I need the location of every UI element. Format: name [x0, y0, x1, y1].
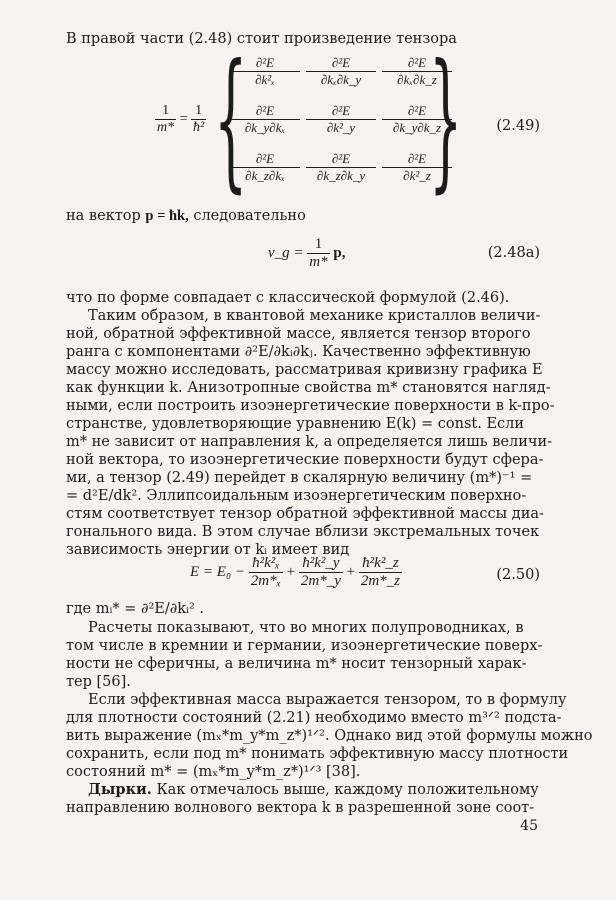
matrix-cell-3-3 [382, 151, 452, 184]
text-line-28 [88, 781, 539, 799]
text-line-20: том числе в кремнии и германии, изоэнергетические поверх- [66, 638, 543, 654]
text-line-22: тер [56]. [66, 674, 131, 690]
matrix-cell-den: ∂k²ₓ [255, 72, 275, 87]
eq248a-label: (2.48a) [487, 245, 540, 261]
matrix-cell-den: ∂k_y∂kₓ [244, 120, 286, 135]
l2-mid: следовательно [193, 208, 306, 224]
matrix-cell-num: ∂²E [306, 55, 376, 72]
matrix-cell-num: ∂²E [230, 55, 300, 72]
matrix-cell-2-1 [230, 103, 300, 136]
eq249-coef-den: ħ² [193, 120, 205, 135]
matrix-cell-1-1 [230, 55, 300, 88]
page-number: 45 [520, 818, 538, 834]
matrix-cell-1-3 [382, 55, 452, 88]
text-line-9: ными, если построить изоэнергетические поверхности в k-про- [66, 398, 555, 414]
text-line-7: массу можно исследовать, рассматривая кривизну графика E [66, 362, 543, 378]
text-line-6: ранга с компонентами ∂²E/∂kᵢ∂kⱼ. Качественно эффективную [66, 344, 531, 360]
vg-den: m* [309, 254, 328, 270]
matrix-cell-num: ∂²E [382, 151, 452, 168]
matrix-cell-num: ∂²E [230, 103, 300, 120]
text-line-2 [66, 207, 306, 225]
left-brace: { [214, 33, 248, 207]
text-line-19: Расчеты показывают, что во многих полупроводниках, в [88, 620, 524, 636]
text-line-11: m* не зависит от направления k, а определяется лишь величи- [66, 434, 553, 450]
matrix-cell-num: ∂²E [382, 103, 452, 120]
text-line-17: зависимость энергии от kᵢ имеет вид [66, 542, 350, 558]
text-line-24: для плотности состояний (2.21) необходимо вместо m³ᐟ² подста- [66, 710, 562, 726]
e-term3-num: ħ²k²_z [359, 555, 402, 573]
vg-lhs: v_g = [268, 244, 304, 261]
matrix-cell-den: ∂k_y∂k_z [392, 120, 442, 135]
text-line-13: ми, а тензор (2.49) перейдет в скалярную величину (m*)⁻¹ = [66, 470, 533, 486]
matrix-cell-num: ∂²E [382, 55, 452, 72]
vg-rhs: p, [333, 244, 346, 261]
e-lhs: E = E₀ − [190, 563, 246, 580]
e-term1-num: ħ²k²ₓ [249, 555, 283, 573]
e-term2-den: 2m*_y [300, 573, 341, 589]
text-line-16: гонального вида. В этом случае вблизи экстремальных точек [66, 524, 540, 540]
p-equals-hk: p = ħk, [145, 208, 189, 224]
text-line-3: что по форме совпадает с классической формулой (2.46). [66, 290, 510, 306]
e-term1-den: 2m*ₓ [250, 573, 281, 589]
e-term3-den: 2m*_z [360, 573, 401, 589]
l2-pre: на вектор [66, 208, 141, 224]
text-line-18: где mᵢ* = ∂²E/∂kᵢ² . [66, 601, 205, 617]
matrix-cell-3-1 [230, 151, 300, 184]
matrix-cell-den: ∂kₓ∂k_z [397, 72, 437, 87]
matrix-cell-den: ∂kₓ∂k_y [320, 72, 362, 87]
text-line-26: сохранить, если под m* понимать эффективную массу плотности [66, 746, 569, 762]
e-plus-2: + [346, 563, 356, 580]
vg-num: 1 [307, 236, 329, 254]
matrix-cell-den: ∂k²_y [326, 120, 356, 135]
e-term3 [359, 555, 402, 590]
matrix-cell-den: ∂k_z∂k_y [316, 168, 366, 183]
text-line-4: Таким образом, в квантовой механике кристаллов величи- [88, 308, 541, 324]
text-line-15: стям соответствует тензор обратной эффективной массы диа- [66, 506, 544, 522]
text-line-23: Если эффективная масса выражается тензором, то в формулу [88, 692, 567, 708]
eq250-label: (2.50) [496, 567, 540, 583]
matrix-cell-num: ∂²E [306, 151, 376, 168]
matrix-cell-3-2 [306, 151, 376, 184]
matrix-cell-num: ∂²E [306, 103, 376, 120]
right-brace: } [428, 33, 462, 207]
e-term2 [299, 555, 343, 590]
text-line-10: странстве, удовлетворяющие уравнению E(k) = const. Если [66, 416, 525, 432]
text-line-12: ной вектора, то изоэнергетические поверхности будут сфера- [66, 452, 544, 468]
e-plus-1: + [286, 563, 296, 580]
text-line-27: состояний m* = (mₓ*m_y*m_z*)¹ᐟ³ [38]. [66, 764, 361, 780]
vg-fraction [307, 236, 329, 271]
matrix-cell-2-3 [382, 103, 452, 136]
text-line-29: направлению волнового вектора k в разрешенной зоне соот- [66, 800, 535, 816]
text-line-8: как функции k. Анизотропные свойства m* становятся нагляд- [66, 380, 551, 396]
l28-text: Как отмечалось выше, каждому положительному [156, 782, 539, 798]
text-line-25: вить выражение (mₓ*m_y*m_z*)¹ᐟ². Однако вид этой формулы можно [66, 728, 593, 744]
eq249-coef-fraction [191, 103, 206, 136]
matrix-cell-den: ∂k²_z [403, 168, 431, 183]
text-line-1: В правой части (2.48) стоит произведение тензора [66, 31, 457, 47]
text-line-14: = d²E/dk². Эллипсоидальным изоэнергетическим поверхно- [66, 488, 527, 504]
matrix-cell-1-2 [306, 55, 376, 88]
text-line-21: ности не сферичны, а величина m* носит тензорный харак- [66, 656, 527, 672]
matrix-cell-den: ∂k_z∂kₓ [245, 168, 285, 183]
matrix-cell-num: ∂²E [230, 151, 300, 168]
eq249-coef-num: 1 [191, 103, 206, 120]
text-line-5: ной, обратной эффективной массе, является тензор второго [66, 326, 531, 342]
section-heading-holes: Дырки. [88, 781, 152, 798]
eq249-lhs-den: m* [157, 120, 175, 135]
eq249-lhs-num: 1 [155, 103, 176, 120]
eq249-label: (2.49) [496, 118, 540, 134]
matrix-cell-2-2 [306, 103, 376, 136]
e-term2-num: ħ²k²_y [299, 555, 343, 573]
e-term1 [249, 555, 283, 590]
eq249-lhs-fraction [155, 103, 176, 136]
